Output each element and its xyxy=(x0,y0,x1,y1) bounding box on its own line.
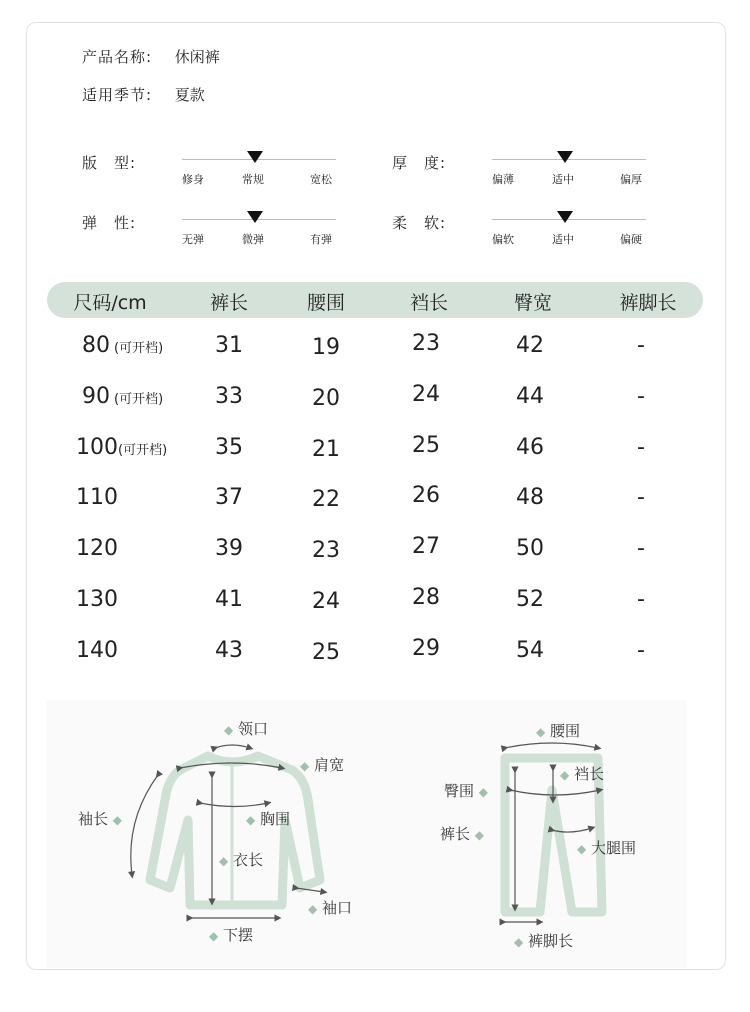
chest-label xyxy=(246,808,290,829)
diamond-icon: ◆ xyxy=(308,902,318,916)
leg-opening-label xyxy=(514,930,573,951)
waist-cell: 19 xyxy=(312,335,340,360)
hip-label xyxy=(444,780,488,801)
crotch-cell: 24 xyxy=(412,382,440,407)
hip-cell: 44 xyxy=(516,384,544,409)
sleeve-label xyxy=(78,808,122,829)
pants-length-cell: 35 xyxy=(215,435,243,460)
waist-text: 腰围 xyxy=(550,722,581,740)
diamond-icon: ◆ xyxy=(536,725,546,739)
attr-fit-label: 版 型: xyxy=(82,154,137,172)
season-value: 夏款 xyxy=(174,86,205,104)
header-hip: 臀宽 xyxy=(513,292,553,314)
shoulder-label xyxy=(300,754,344,775)
hip-cell: 46 xyxy=(516,435,544,460)
header-size: 尺码/cm xyxy=(73,292,147,314)
diamond-icon: ◆ xyxy=(474,828,485,842)
leg-opening-cell: - xyxy=(637,333,645,358)
crotch-label xyxy=(560,763,604,784)
elasticity-option-1: 无弹 xyxy=(182,233,204,246)
diamond-icon: ◆ xyxy=(246,813,256,827)
diamond-icon: ◆ xyxy=(209,929,219,943)
waist-cell: 22 xyxy=(312,487,340,512)
attr-thickness-label: 厚 度: xyxy=(392,154,447,172)
collar-text: 领口 xyxy=(238,720,269,738)
softness-option-3: 偏硬 xyxy=(620,233,642,246)
size-note: (可开档) xyxy=(118,443,168,458)
pants-length-cell: 41 xyxy=(215,587,243,612)
cuff-label xyxy=(308,897,352,918)
header-waist: 腰围 xyxy=(306,292,346,314)
diamond-icon: ◆ xyxy=(112,813,123,827)
waist-cell: 23 xyxy=(312,538,340,563)
crotch-text: 裆长 xyxy=(574,765,605,783)
waist-label xyxy=(536,720,580,741)
crotch-cell: 27 xyxy=(412,534,440,559)
thigh-text: 大腿围 xyxy=(591,839,637,857)
elasticity-option-2: 微弹 xyxy=(242,233,264,246)
hip-cell: 54 xyxy=(516,638,544,663)
diamond-icon: ◆ xyxy=(514,935,524,949)
size-note: (可开档) xyxy=(114,341,164,356)
hip-text: 臀围 xyxy=(444,782,475,800)
attr-softness-label: 柔 软: xyxy=(392,214,447,232)
diamond-icon: ◆ xyxy=(577,842,587,856)
diamond-icon: ◆ xyxy=(224,723,234,737)
waist-cell: 20 xyxy=(312,386,340,411)
size-value: 140 xyxy=(76,638,118,663)
shoulder-text: 肩宽 xyxy=(314,756,345,774)
softness-option-1: 偏软 xyxy=(492,233,514,246)
hip-cell: 50 xyxy=(516,536,544,561)
crotch-cell: 25 xyxy=(412,433,440,458)
leg-opening-cell: - xyxy=(637,638,645,663)
chest-text: 胸围 xyxy=(260,810,291,828)
season-label: 适用季节: xyxy=(82,86,153,104)
thickness-option-3: 偏厚 xyxy=(620,173,642,186)
leg-opening-cell: - xyxy=(637,485,645,510)
collar-label xyxy=(224,718,268,739)
size-value: 90 xyxy=(82,384,110,409)
diamond-icon: ◆ xyxy=(560,768,570,782)
header-leg-opening: 裤脚长 xyxy=(619,292,677,314)
fit-option-1: 修身 xyxy=(182,173,204,186)
pants-length-cell: 43 xyxy=(215,638,243,663)
pants-length-cell: 31 xyxy=(215,333,243,358)
crotch-cell: 23 xyxy=(412,331,440,356)
length-text: 衣长 xyxy=(233,851,264,869)
size-note: (可开档) xyxy=(114,392,164,407)
pants-length-label xyxy=(440,823,484,844)
cuff-text: 袖口 xyxy=(322,899,353,917)
leg-opening-cell: - xyxy=(637,536,645,561)
size-value: 120 xyxy=(76,536,118,561)
crotch-cell: 29 xyxy=(412,636,440,661)
sleeve-text: 袖长 xyxy=(78,810,109,828)
pants-length-cell: 39 xyxy=(215,536,243,561)
size-value: 110 xyxy=(76,485,118,510)
size-value: 100 xyxy=(76,435,118,460)
attr-elasticity-label: 弹 性: xyxy=(82,214,137,232)
pants-length-cell: 33 xyxy=(215,384,243,409)
waist-cell: 24 xyxy=(312,589,340,614)
elasticity-option-3: 有弹 xyxy=(310,233,332,246)
size-value: 130 xyxy=(76,587,118,612)
pants-length-text: 裤长 xyxy=(440,825,471,843)
header-pants-length: 裤长 xyxy=(209,292,249,314)
thickness-option-1: 偏薄 xyxy=(492,173,514,186)
crotch-cell: 28 xyxy=(412,585,440,610)
softness-option-2: 适中 xyxy=(552,233,574,246)
size-value: 80 xyxy=(82,333,110,358)
diamond-icon: ◆ xyxy=(300,759,310,773)
hem-text: 下摆 xyxy=(223,926,254,944)
leg-opening-cell: - xyxy=(637,587,645,612)
leg-opening-text: 裤脚长 xyxy=(528,932,574,950)
hip-cell: 48 xyxy=(516,485,544,510)
leg-opening-cell: - xyxy=(637,384,645,409)
product-name-label: 产品名称: xyxy=(82,48,153,66)
fit-option-2: 常规 xyxy=(242,173,264,186)
product-name-value: 休闲裤 xyxy=(174,48,220,66)
length-label xyxy=(219,849,263,870)
thickness-option-2: 适中 xyxy=(552,173,574,186)
hip-cell: 52 xyxy=(516,587,544,612)
diamond-icon: ◆ xyxy=(219,854,229,868)
waist-cell: 21 xyxy=(312,437,340,462)
header-crotch: 裆长 xyxy=(409,292,449,314)
hip-cell: 42 xyxy=(516,333,544,358)
diamond-icon: ◆ xyxy=(478,785,489,799)
hem-label xyxy=(209,924,253,945)
crotch-cell: 26 xyxy=(412,483,440,508)
leg-opening-cell: - xyxy=(637,435,645,460)
jacket-illustration xyxy=(150,756,320,905)
pants-length-cell: 37 xyxy=(215,485,243,510)
fit-option-3: 宽松 xyxy=(310,173,332,186)
waist-cell: 25 xyxy=(312,640,340,665)
thigh-label xyxy=(577,837,636,858)
